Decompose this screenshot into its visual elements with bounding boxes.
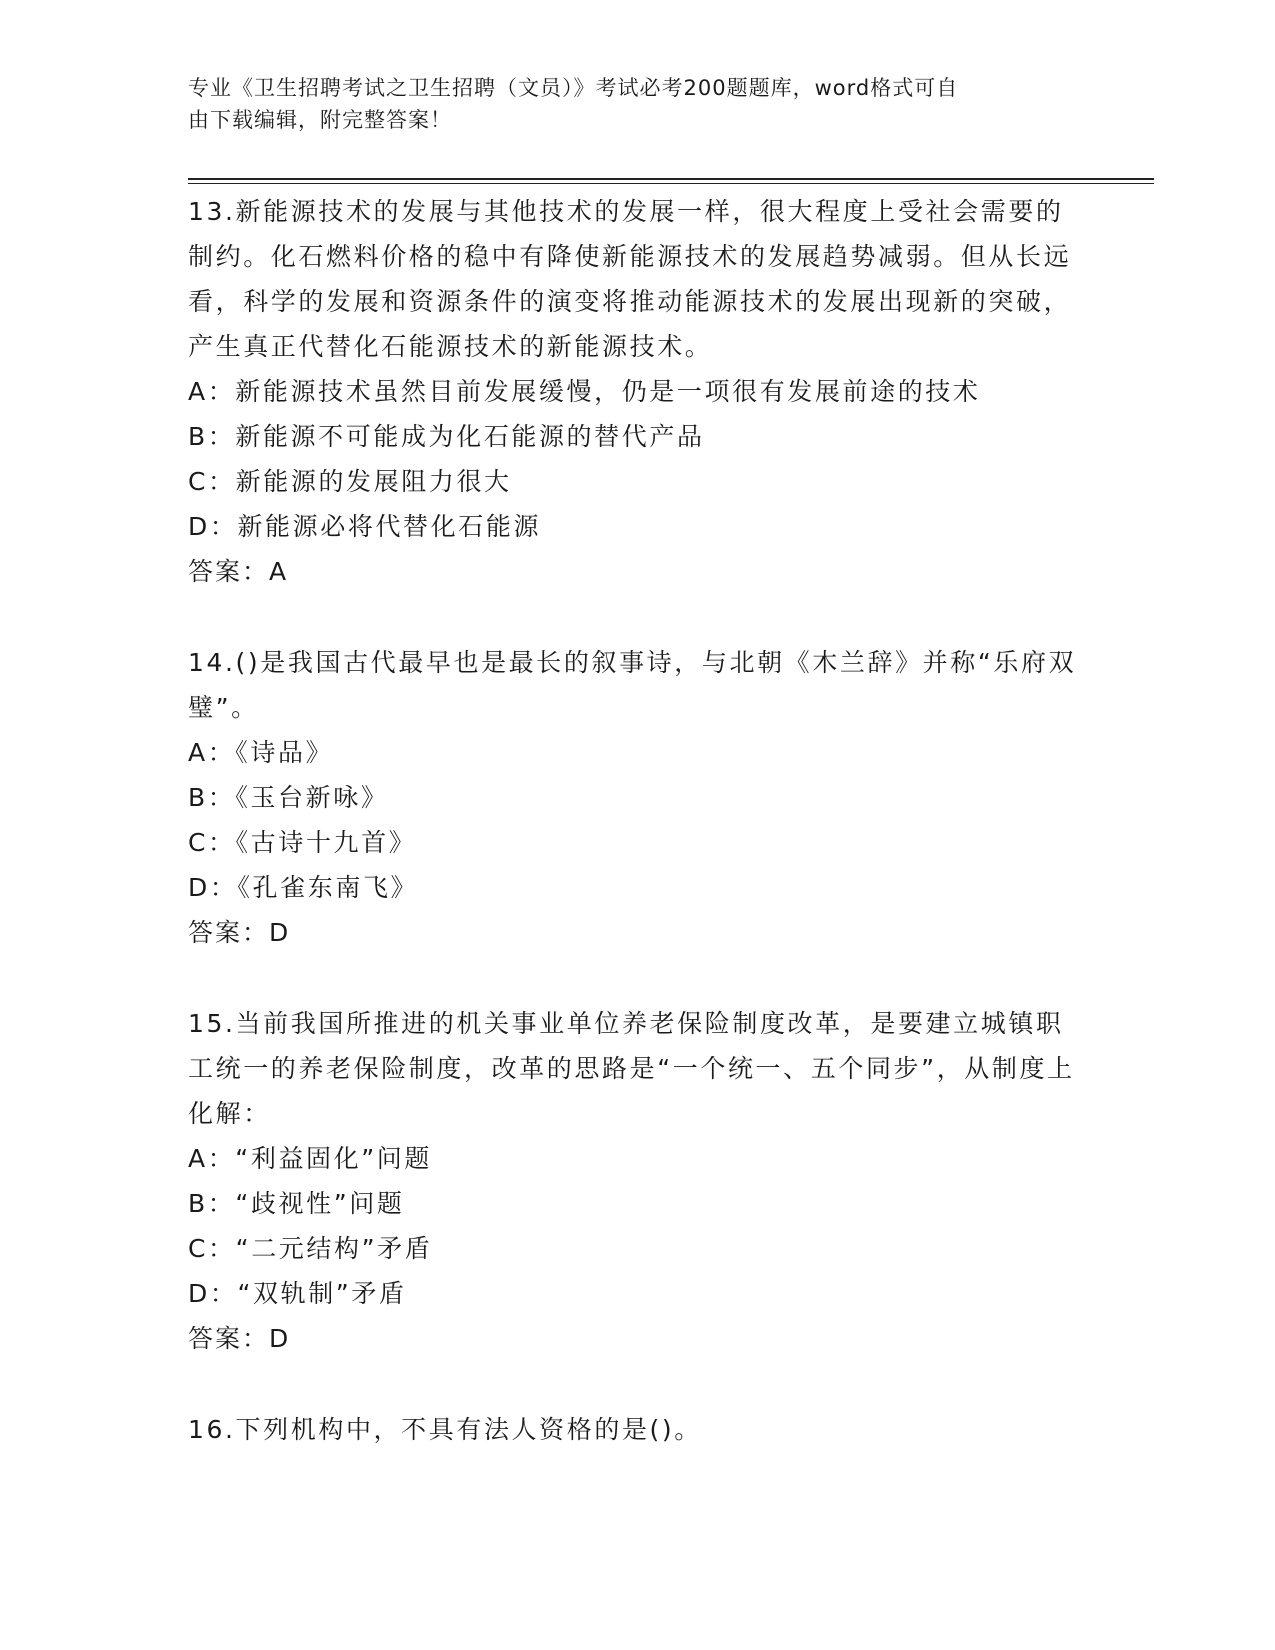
- question-list: [188, 189, 1088, 1498]
- question-text: 14.()是我国古代最早也是最长的叙事诗，与北朝《木兰辞》并称“乐府双璧”。: [188, 648, 1077, 722]
- option-a: A：《诗品》: [188, 738, 334, 767]
- header-divider-thin: [188, 183, 1154, 184]
- answer: 答案：D: [188, 1324, 291, 1353]
- question-14: [188, 640, 1088, 955]
- answer: 答案：A: [188, 557, 289, 586]
- option-c: C：“二元结构”矛盾: [188, 1234, 433, 1263]
- option-d: D：“双轨制”矛盾: [188, 1279, 407, 1308]
- answer: 答案：D: [188, 918, 291, 947]
- option-c: C：新能源的发展阻力很大: [188, 467, 512, 496]
- question-text: 13.新能源技术的发展与其他技术的发展一样，很大程度上受社会需要的制约。化石燃料价格的稳中有降使新能源技术的发展趋势减弱。但从长远看，科学的发展和资源条件的演变将推动能源技术的发展出现新的突破，产生真正代替化石能源技术的新能源技术。: [188, 197, 1072, 361]
- header-line-1: 专业《卫生招聘考试之卫生招聘（文员）》考试必考200题题库，word格式可自: [188, 76, 959, 100]
- option-b: B：新能源不可能成为化石能源的替代产品: [188, 422, 705, 451]
- header-line-2: 由下载编辑，附完整答案！: [188, 108, 452, 132]
- question-text: 15.当前我国所推进的机关事业单位养老保险制度改革，是要建立城镇职工统一的养老保险制度，改革的思路是“一个统一、五个同步”，从制度上化解：: [188, 1009, 1075, 1128]
- option-b: B：《玉台新咏》: [188, 783, 389, 812]
- question-text: 16.下列机构中，不具有法人资格的是()。: [188, 1415, 702, 1444]
- option-b: B：“歧视性”问题: [188, 1189, 405, 1218]
- document-header: [188, 72, 1068, 136]
- option-d: D：新能源必将代替化石能源: [188, 512, 542, 541]
- question-15: [188, 1001, 1088, 1361]
- question-13: [188, 189, 1088, 594]
- option-c: C：《古诗十九首》: [188, 828, 417, 857]
- question-16: [188, 1407, 1088, 1452]
- option-d: D：《孔雀东南飞》: [188, 873, 419, 902]
- header-divider-thick: [188, 178, 1154, 180]
- option-a: A：“利益固化”问题: [188, 1144, 433, 1173]
- option-a: A：新能源技术虽然目前发展缓慢，仍是一项很有发展前途的技术: [188, 377, 981, 406]
